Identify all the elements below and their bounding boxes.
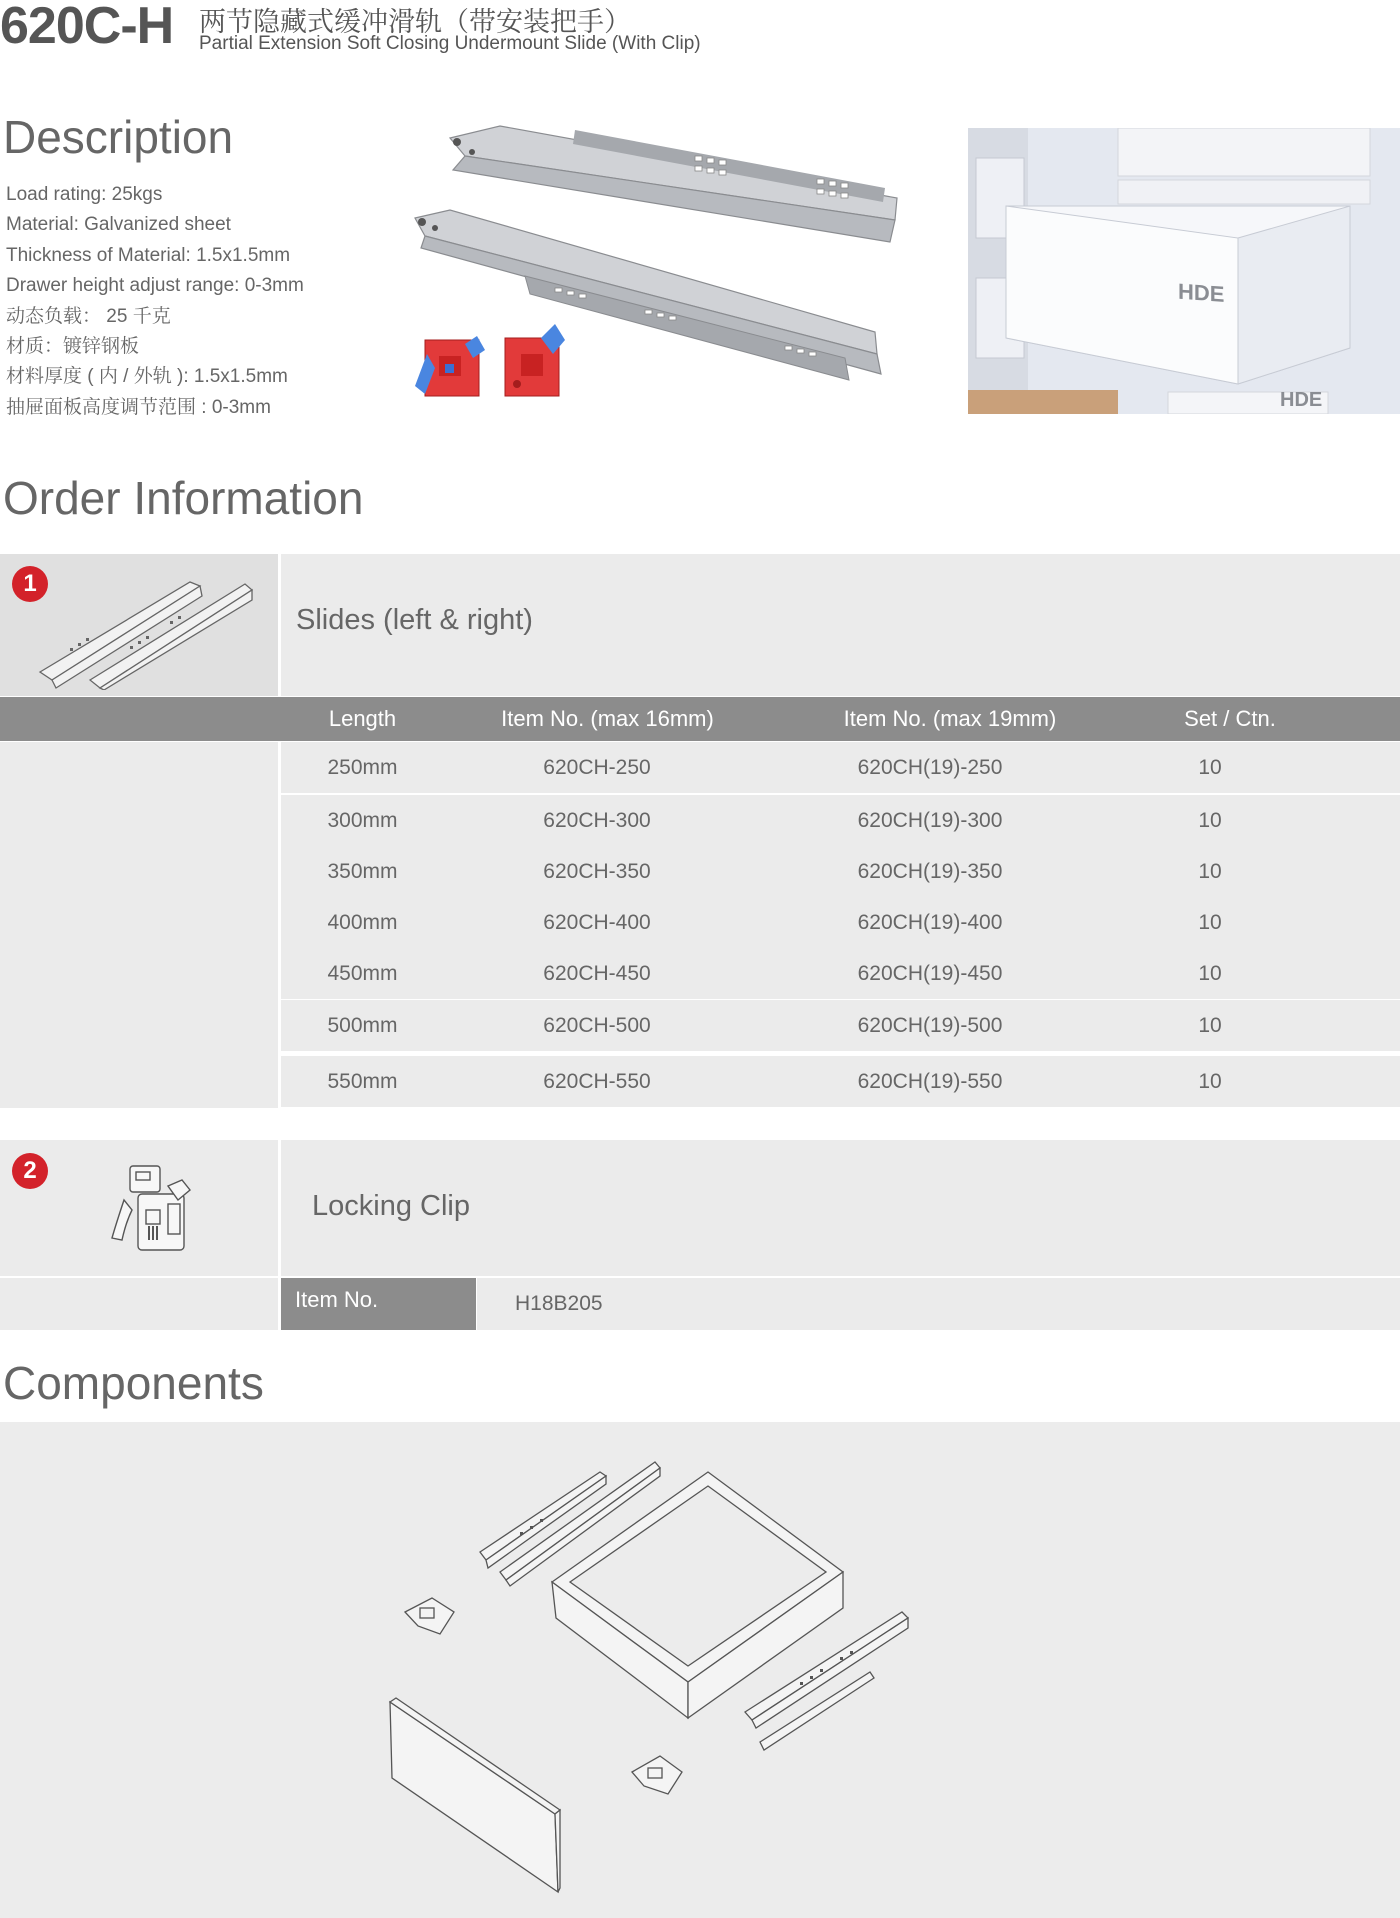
brand-logo-text-2: HDE — [1280, 389, 1323, 411]
locking-clip-label: Locking Clip — [312, 1190, 470, 1222]
step-badge-2: 2 — [12, 1153, 48, 1189]
slides-table-spacer — [0, 742, 278, 1108]
cell-length: 300mm — [327, 809, 398, 832]
table-row — [281, 795, 1400, 846]
col-item16-header: Item No. (max 16mm) — [501, 706, 714, 731]
col-set-ctn-header: Set / Ctn. — [1184, 706, 1276, 731]
cell-set-ctn: 10 — [1198, 911, 1222, 934]
right-clip-component — [632, 1756, 682, 1794]
cell-item16: 620CH-250 — [543, 756, 651, 779]
cell-set-ctn: 10 — [1198, 860, 1222, 883]
spec-list — [6, 180, 304, 423]
cell-item16: 620CH-350 — [543, 860, 651, 883]
step-badge-1: 1 — [12, 566, 48, 602]
table-row — [281, 742, 1400, 793]
description-heading: Description — [3, 111, 234, 163]
cell-item19: 620CH(19)-500 — [857, 1014, 1003, 1037]
left-clip-component — [405, 1598, 454, 1634]
cell-length: 550mm — [327, 1070, 398, 1093]
upper-slide-illustration — [450, 126, 897, 242]
red-clip-illustration-right — [505, 324, 565, 396]
components-exploded-diagram — [0, 1422, 1400, 1918]
clip-table-spacer — [0, 1278, 278, 1330]
lower-slide-illustration — [415, 210, 881, 380]
table-row — [281, 1056, 1400, 1107]
cell-item16: 620CH-500 — [543, 1014, 651, 1037]
product-title-cn: 两节隐藏式缓冲滑轨（带安装把手） — [199, 7, 631, 38]
cell-length: 450mm — [327, 962, 398, 985]
red-clip-illustration-left — [415, 336, 485, 396]
cell-length: 250mm — [327, 756, 398, 779]
col-length-header: Length — [328, 706, 397, 731]
spec-item: Load rating: 25kgs — [6, 184, 163, 205]
cell-item19: 620CH(19)-400 — [857, 911, 1003, 934]
locking-clip-icon — [110, 1160, 210, 1260]
col-item19-header: Item No. (max 19mm) — [843, 706, 1057, 731]
cell-item16: 620CH-450 — [543, 962, 651, 985]
cell-item16: 620CH-400 — [543, 911, 651, 934]
cell-length: 500mm — [327, 1014, 398, 1037]
table-row — [281, 1000, 1400, 1051]
cell-set-ctn: 10 — [1198, 1014, 1222, 1037]
front-panel-component — [390, 1698, 560, 1892]
clip-item-no-header: Item No. — [281, 1278, 476, 1330]
cell-item16: 620CH-550 — [543, 1070, 651, 1093]
cell-item19: 620CH(19)-450 — [857, 962, 1003, 985]
product-title-en: Partial Extension Soft Closing Undermount Slide (With Clip) — [199, 33, 701, 54]
spec-item: 抽屉面板高度调节范围 : 0-3mm — [6, 396, 271, 418]
slides-table-header — [0, 697, 1400, 741]
cell-length: 350mm — [327, 860, 398, 883]
slides-thumbnail-icon — [30, 562, 260, 690]
table-row — [281, 948, 1400, 999]
model-number: 620C-H — [0, 0, 174, 55]
cell-set-ctn: 10 — [1198, 809, 1222, 832]
cell-item16: 620CH-300 — [543, 809, 651, 832]
table-row — [281, 846, 1400, 897]
clip-item-no-cell — [477, 1278, 1400, 1330]
spec-item: Material: Galvanized sheet — [6, 214, 231, 236]
cell-item19: 620CH(19)-300 — [857, 809, 1003, 832]
spec-item: Drawer height adjust range: 0-3mm — [6, 275, 304, 297]
cell-length: 400mm — [327, 911, 398, 934]
slide-product-image — [405, 118, 925, 418]
spec-item: 动态负载： 25 千克 — [6, 305, 171, 327]
cell-item19: 620CH(19)-550 — [857, 1070, 1003, 1093]
cell-item19: 620CH(19)-250 — [857, 756, 1003, 779]
spec-item: Thickness of Material: 1.5x1.5mm — [6, 244, 291, 266]
spec-item: 材质：镀锌钢板 — [6, 335, 140, 357]
table-row — [281, 897, 1400, 948]
brand-logo-text: HDE — [1178, 278, 1225, 307]
cell-set-ctn: 10 — [1198, 962, 1222, 985]
cell-item19: 620CH(19)-350 — [857, 860, 1003, 883]
clip-item-no-value: H18B205 — [515, 1292, 603, 1315]
slides-label: Slides (left & right) — [296, 604, 533, 636]
cell-set-ctn: 10 — [1198, 756, 1222, 779]
cell-set-ctn: 10 — [1198, 1070, 1222, 1093]
spec-item: 材料厚度 ( 内 / 外轨 ): 1.5x1.5mm — [6, 366, 288, 388]
order-information-heading: Order Information — [3, 472, 364, 524]
drawer-product-photo — [968, 128, 1400, 414]
components-heading: Components — [3, 1357, 264, 1409]
